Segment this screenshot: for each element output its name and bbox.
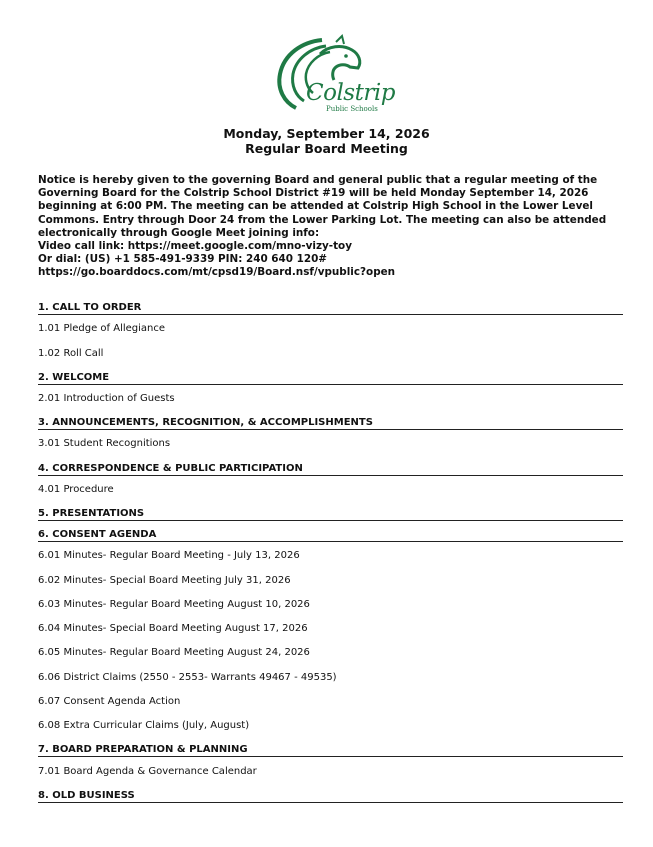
notice-line: beginning at 6:00 PM. The meeting can be attended at Colstrip High School in the Lower Level — [38, 200, 593, 213]
section-heading: 6. CONSENT AGENDA — [38, 529, 623, 542]
section-heading: 1. CALL TO ORDER — [38, 302, 623, 315]
notice-line: electronically through Google Meet joining info: — [38, 226, 320, 239]
section-heading: 3. ANNOUNCEMENTS, RECOGNITION, & ACCOMPLISHMENTS — [38, 417, 623, 430]
agenda-item[interactable]: 6.03 Minutes- Regular Board Meeting August 10, 2026 — [38, 599, 310, 610]
agenda-item[interactable]: 6.01 Minutes- Regular Board Meeting - July 13, 2026 — [38, 550, 300, 561]
section-heading: 8. OLD BUSINESS — [38, 790, 623, 803]
meeting-type: Regular Board Meeting — [245, 141, 408, 156]
notice-line: Commons. Entry through Door 24 from the Lower Parking Lot. The meeting can also be attended — [38, 213, 607, 226]
dial-in-info: Or dial: (US) +1 585-491-9339 PIN: 240 640 120# — [38, 253, 328, 266]
agenda-item[interactable]: 6.07 Consent Agenda Action — [38, 696, 181, 707]
video-call-link[interactable]: Video call link: https://meet.google.com/mno-vizy-toy — [38, 240, 352, 253]
notice-line: Governing Board for the Colstrip School District #19 will be held Monday September 14, 2026 — [38, 187, 589, 200]
agenda-item[interactable]: 6.02 Minutes- Special Board Meeting July 31, 2026 — [38, 575, 291, 586]
notice-line: Notice is hereby given to the governing Board and general public that a regular meeting of the — [38, 174, 598, 186]
meeting-notice — [38, 174, 623, 280]
agenda-item[interactable]: 3.01 Student Recognitions — [38, 438, 171, 449]
agenda-item[interactable]: 4.01 Procedure — [38, 484, 114, 495]
agenda-item[interactable]: 1.02 Roll Call — [38, 348, 104, 359]
logo-wordmark: Colstrip — [306, 80, 395, 106]
agenda-item[interactable]: 6.05 Minutes- Regular Board Meeting August 24, 2026 — [38, 647, 310, 658]
agenda-item[interactable]: 6.04 Minutes- Special Board Meeting August 17, 2026 — [38, 623, 308, 634]
logo-subtitle: Public Schools — [326, 105, 378, 113]
agenda-item[interactable]: 6.08 Extra Curricular Claims (July, August) — [38, 720, 250, 731]
agenda-item[interactable]: 6.06 District Claims (2550 - 2553- Warrants 49467 - 49535) — [38, 672, 337, 683]
meeting-date: Monday, September 14, 2026 — [223, 126, 430, 141]
boarddocs-link[interactable]: https://go.boarddocs.com/mt/cpsd19/Board.nsf/vpublic?open — [38, 266, 396, 279]
section-heading: 2. WELCOME — [38, 372, 623, 385]
agenda-item[interactable]: 2.01 Introduction of Guests — [38, 393, 175, 404]
section-heading: 4. CORRESPONDENCE & PUBLIC PARTICIPATION — [38, 463, 623, 476]
section-heading: 5. PRESENTATIONS — [38, 508, 623, 521]
agenda-item[interactable]: 1.01 Pledge of Allegiance — [38, 323, 166, 334]
agenda-item[interactable]: 7.01 Board Agenda & Governance Calendar — [38, 766, 257, 777]
section-heading: 7. BOARD PREPARATION & PLANNING — [38, 744, 623, 757]
